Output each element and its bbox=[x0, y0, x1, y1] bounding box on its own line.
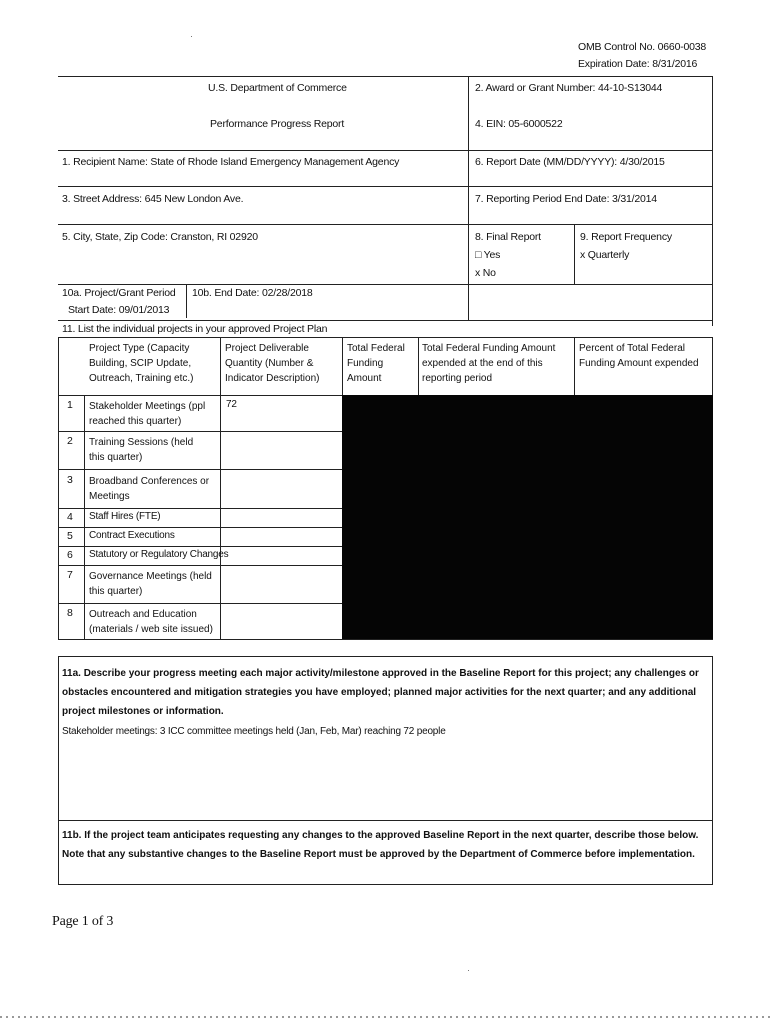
row-divider bbox=[58, 284, 713, 285]
section-11a-response[interactable]: Stakeholder meetings: 3 ICC committee meetings held (Jan, Feb, Mar) reaching 72 people bbox=[62, 726, 446, 737]
page-number: Page 1 of 3 bbox=[52, 914, 114, 929]
final-report-label: 8. Final Report bbox=[475, 231, 541, 243]
scan-edge-noise bbox=[0, 1016, 770, 1018]
projects-heading: 11. List the individual projects in your approved Project Plan bbox=[62, 323, 328, 335]
column-header-percent-expended: Percent of Total Federal Funding Amount expended bbox=[579, 343, 699, 369]
table-col-divider bbox=[342, 337, 343, 395]
row-number: 3 bbox=[67, 474, 73, 486]
report-frequency-label: 9. Report Frequency bbox=[580, 231, 672, 243]
table-right-border bbox=[712, 337, 713, 395]
row-number: 8 bbox=[67, 607, 73, 619]
scan-speck bbox=[191, 36, 192, 37]
table-col-divider bbox=[418, 337, 419, 395]
project-type-cell: Staff Hires (FTE) bbox=[89, 511, 161, 522]
row-number: 6 bbox=[67, 549, 73, 561]
grant-period-label: 10a. Project/Grant Period bbox=[62, 287, 176, 299]
table-bottom-border bbox=[58, 639, 713, 640]
table-left-border bbox=[58, 337, 59, 639]
section-right-border bbox=[712, 656, 713, 884]
row-divider bbox=[58, 565, 342, 566]
project-type-cell: Broadband Conferences or Meetings bbox=[89, 476, 210, 502]
redacted-funding-block bbox=[342, 395, 713, 639]
grant-end-date: 10b. End Date: 02/28/2018 bbox=[192, 287, 313, 299]
column-header-project-type: Project Type (Capacity Building, SCIP Update, Outreach, Training etc.) bbox=[89, 343, 194, 384]
ein-field: 4. EIN: 05-6000522 bbox=[475, 118, 563, 130]
project-type-cell: Stakeholder Meetings (ppl reached this quarter) bbox=[89, 401, 206, 427]
form-top-border bbox=[58, 76, 713, 77]
final-report-yes: □ Yes bbox=[475, 249, 501, 261]
section-11b-bottom-border bbox=[58, 884, 713, 885]
row-divider bbox=[58, 603, 342, 604]
section-11a-prompt: 11a. Describe your progress meeting each major activity/milestone approved in the Baseline Report for this project; any challenges or obstacles encountered and mitigation strategies you have employed; planned major activities for the next quarter; and any additional project milestones or information. bbox=[62, 668, 699, 717]
final-report-no: x No bbox=[475, 267, 496, 279]
row-number: 7 bbox=[67, 569, 73, 581]
award-number: 2. Award or Grant Number: 44-10-S13044 bbox=[475, 82, 663, 94]
project-type-cell: Training Sessions (held this quarter) bbox=[89, 437, 194, 463]
row-number: 5 bbox=[67, 530, 73, 542]
section-left-border bbox=[58, 656, 59, 884]
row-divider bbox=[58, 431, 342, 432]
reporting-period-end: 7. Reporting Period End Date: 3/31/2014 bbox=[475, 193, 657, 205]
report-frequency-value: x Quarterly bbox=[580, 249, 630, 261]
row-divider bbox=[58, 508, 342, 509]
omb-control-number: OMB Control No. 0660-0038 bbox=[578, 41, 707, 53]
row-divider bbox=[58, 224, 713, 225]
city-state-zip: 5. City, State, Zip Code: Cranston, RI 02920 bbox=[62, 231, 258, 243]
row-number: 4 bbox=[67, 511, 73, 523]
section-11b-top-border bbox=[58, 820, 713, 821]
row-divider bbox=[58, 469, 342, 470]
section-11a-top-border bbox=[58, 656, 713, 657]
street-address: 3. Street Address: 645 New London Ave. bbox=[62, 193, 244, 205]
column-header-total-funding: Total Federal Funding Amount bbox=[347, 343, 405, 384]
column-header-deliverable-quantity: Project Deliverable Quantity (Number & Indicator Description) bbox=[225, 343, 320, 384]
project-type-cell: Statutory or Regulatory Changes bbox=[89, 549, 229, 560]
table-top-border bbox=[58, 337, 713, 338]
scan-speck bbox=[468, 970, 469, 971]
table-col-divider bbox=[574, 337, 575, 395]
row-divider bbox=[58, 527, 342, 528]
table-col-divider bbox=[220, 337, 221, 639]
grant-start-date: Start Date: 09/01/2013 bbox=[68, 304, 170, 316]
report-date: 6. Report Date (MM/DD/YYYY): 4/30/2015 bbox=[475, 156, 665, 168]
recipient-name: 1. Recipient Name: State of Rhode Island Emergency Management Agency bbox=[62, 156, 400, 168]
form-right-border bbox=[712, 76, 713, 326]
period-divider bbox=[186, 284, 187, 318]
row-divider bbox=[58, 186, 713, 187]
report-title: Performance Progress Report bbox=[210, 118, 345, 130]
section-11b-prompt: 11b. If the project team anticipates requesting any changes to the approved Baseline Report in the next quarter, describe those below. Note that any substantive changes to the Baseline Report must be approved by the Department of Commerce before implementation. bbox=[62, 830, 699, 860]
project-type-cell: Governance Meetings (held this quarter) bbox=[89, 571, 212, 597]
row-divider bbox=[58, 546, 342, 547]
deliverable-quantity-cell: 72 bbox=[226, 399, 237, 410]
frequency-divider bbox=[574, 224, 575, 284]
row-divider bbox=[58, 150, 713, 151]
row-divider bbox=[58, 320, 713, 321]
project-type-cell: Contract Executions bbox=[89, 530, 175, 541]
row-number: 1 bbox=[67, 399, 73, 411]
column-header-funding-expended: Total Federal Funding Amount expended at the end of this reporting period bbox=[422, 343, 556, 384]
expiration-date: Expiration Date: 8/31/2016 bbox=[578, 58, 698, 70]
row-number: 2 bbox=[67, 435, 73, 447]
department-name: U.S. Department of Commerce bbox=[208, 82, 347, 94]
project-type-cell: Outreach and Education (materials / web site issued) bbox=[89, 609, 213, 635]
